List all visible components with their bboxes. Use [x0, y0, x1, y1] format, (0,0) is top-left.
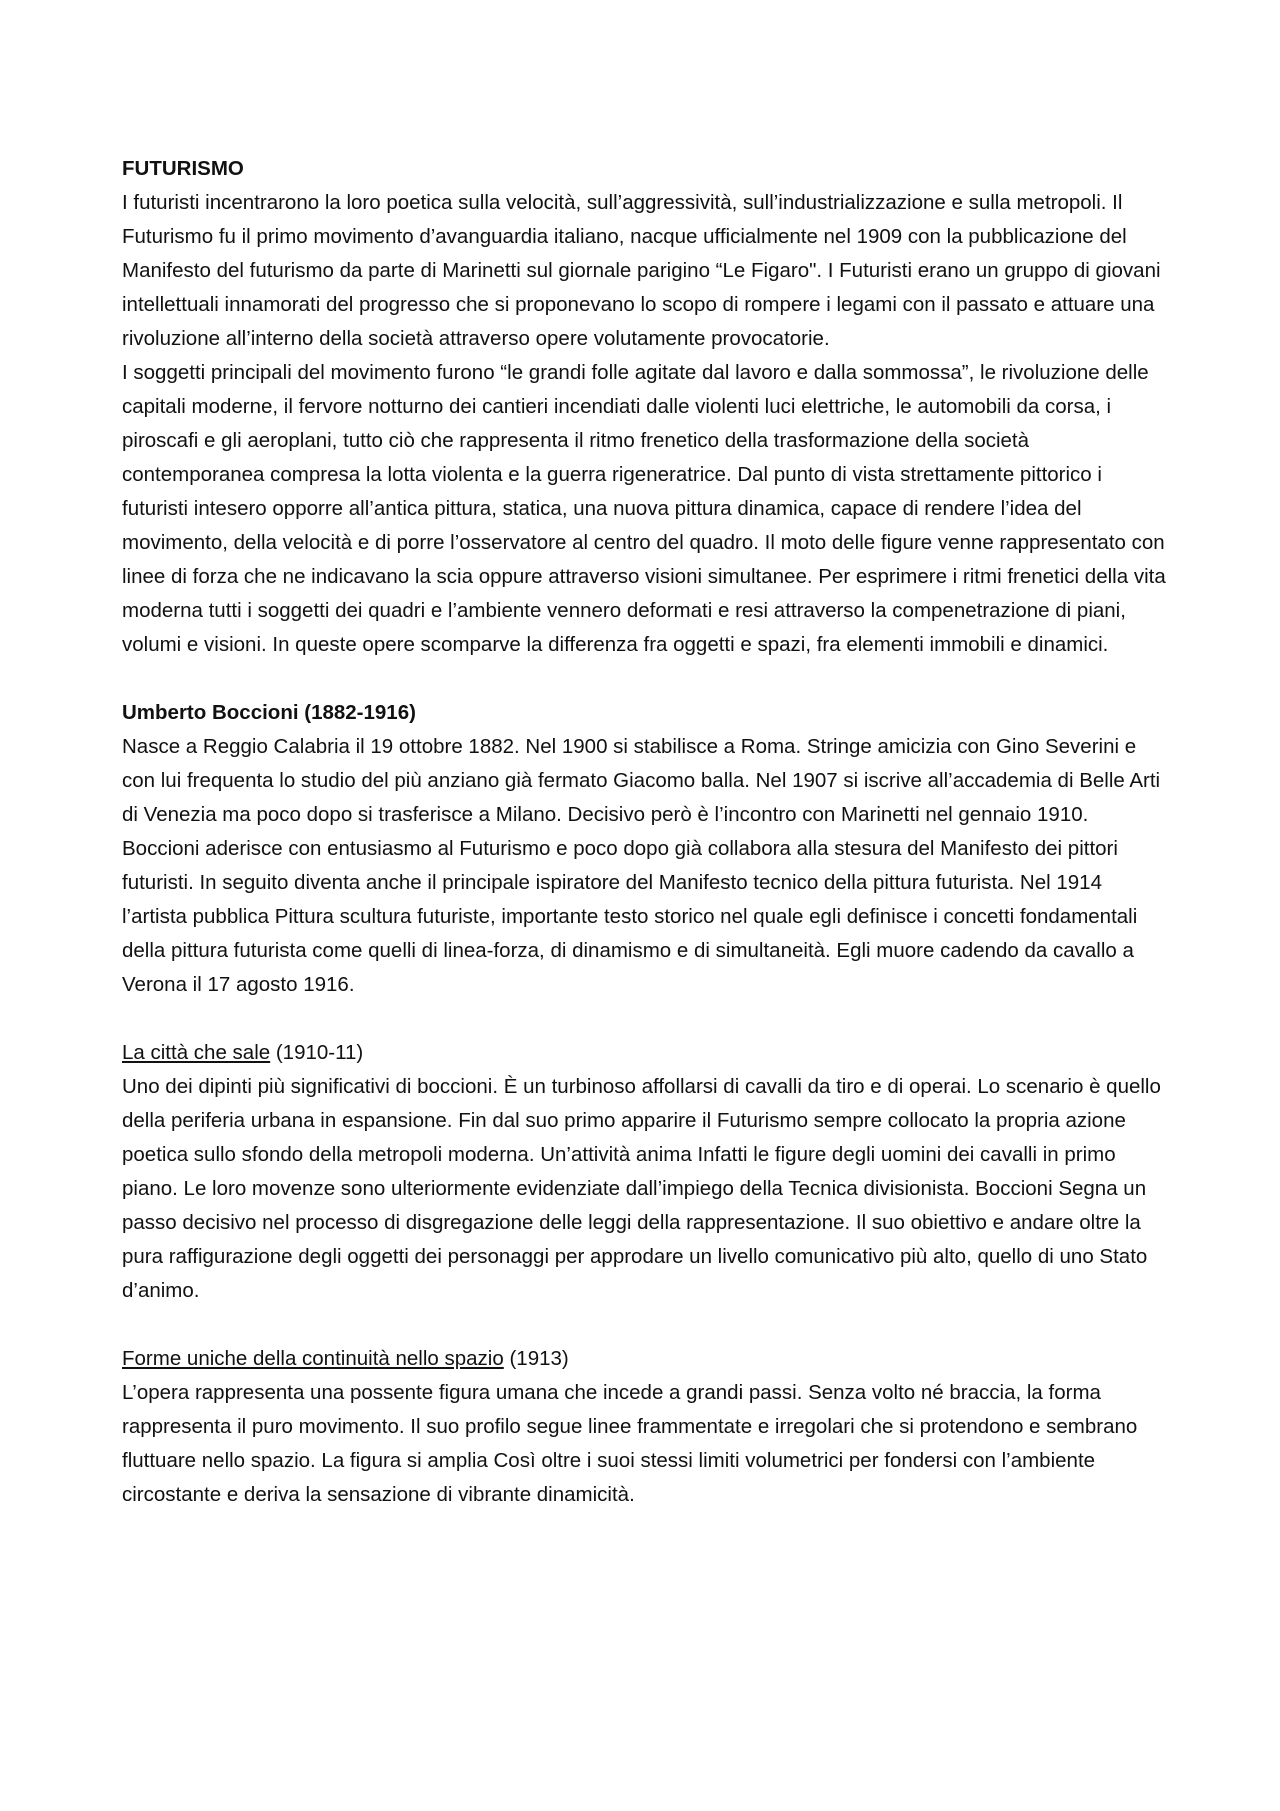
citta-che-sale-paragraph: Uno dei dipinti più significativi di boccioni. È un turbinoso affollarsi di cavalli da tiro e di operai. Lo scenario è quello della periferia urbana in espansione. Fin dal suo primo apparire il Futurismo sempre collocato la propria azione poetica sullo sfondo della metropoli moderna. Un’attività anima Infatti le figure degli uomini dei cavalli in primo piano. Le loro movenze sono ulteriormente evidenziate dall’impiego della Tecnica divisionista. Boccioni Segna un passo decisivo nel processo di disgregazione delle leggi della rappresentazione. Il suo obiettivo e andare oltre la pura raffigurazione degli oggetti dei personaggi per approdare un livello comunicativo più alto, quello di uno Stato d’animo. [122, 1075, 1161, 1302]
work-title-forme-uniche: Forme uniche della continuità nello spazio [122, 1347, 504, 1370]
section-title-boccioni: Umberto Boccioni (1882-1916) [122, 701, 416, 724]
futurismo-paragraph-1: I futuristi incentrarono la loro poetica sulla velocità, sull’aggressività, sull’industrializzazione e sulla metropoli. Il Futurismo fu il primo movimento d’avanguardia italiano, nacque ufficialmente nel 1909 con la pubblicazione del Manifesto del futurismo da parte di Marinetti sul giornale parigino “Le Figaro". I Futuristi erano un gruppo di giovani intellettuali innamorati del progresso che si proponevano lo scopo di rompere i legami con il passato e attuare una rivoluzione all’interno della società attraverso opere volutamente provocatorie. [122, 191, 1161, 350]
work-heading-forme-uniche [122, 1342, 1168, 1376]
paragraph-spacer [122, 1308, 1168, 1342]
paragraph-spacer [122, 1002, 1168, 1036]
work-date-citta-che-sale: (1910-11) [270, 1041, 364, 1064]
paragraph-spacer [122, 662, 1168, 696]
boccioni-biography-paragraph: Nasce a Reggio Calabria il 19 ottobre 1882. Nel 1900 si stabilisce a Roma. Stringe amicizia con Gino Severini e con lui frequenta lo studio del più anziano già fermato Giacomo balla. Nel 1907 si iscrive all’accademia di Belle Arti di Venezia ma poco dopo si trasferisce a Milano. Decisivo però è l’incontro con Marinetti nel gennaio 1910. Boccioni aderisce con entusiasmo al Futurismo e poco dopo già collabora alla stesura del Manifesto dei pittori futuristi. In seguito diventa anche il principale ispiratore del Manifesto tecnico della pittura futurista. Nel 1914 l’artista pubblica Pittura scultura futuriste, importante testo storico nel quale egli definisce i concetti fondamentali della pittura futurista come quelli di linea-forza, di dinamismo e di simultaneità. Egli muore cadendo da cavallo a Verona il 17 agosto 1916. [122, 735, 1161, 996]
work-heading-citta-che-sale [122, 1036, 1168, 1070]
futurismo-paragraph-2: I soggetti principali del movimento furono “le grandi folle agitate dal lavoro e dalla sommossa”, le rivoluzione delle capitali moderne, il fervore notturno dei cantieri incendiati dalle violenti luci elettriche, le automobili da corsa, i piroscafi e gli aeroplani, tutto ciò che rappresenta il ritmo frenetico della trasformazione della società contemporanea compresa la lotta violenta e la guerra rigeneratrice. Dal punto di vista strettamente pittorico i futuristi intesero opporre all’antica pittura, statica, una nuova pittura dinamica, capace di rendere l’idea del movimento, della velocità e di porre l’osservatore al centro del quadro. Il moto delle figure venne rappresentato con linee di forza che ne indicavano la scia oppure attraverso visioni simultanee. Per esprimere i ritmi frenetici della vita moderna tutti i soggetti dei quadri e l’ambiente vennero deformati e resi attraverso la compenetrazione di piani, volumi e visioni. In queste opere scomparve la differenza fra oggetti e spazi, fra elementi immobili e dinamici. [122, 361, 1166, 656]
forme-uniche-paragraph: L’opera rappresenta una possente figura umana che incede a grandi passi. Senza volto né braccia, la forma rappresenta il puro movimento. Il suo profilo segue linee frammentate e irregolari che si protendono e sembrano fluttuare nello spazio. La figura si amplia Così oltre i suoi stessi limiti volumetrici per fondersi con l’ambiente circostante e deriva la sensazione di vibrante dinamicità. [122, 1381, 1138, 1506]
work-title-citta-che-sale: La città che sale [122, 1041, 271, 1064]
section-title-futurismo: FUTURISMO [122, 157, 244, 180]
document-page [122, 152, 1168, 1512]
work-date-forme-uniche: (1913) [503, 1347, 569, 1370]
